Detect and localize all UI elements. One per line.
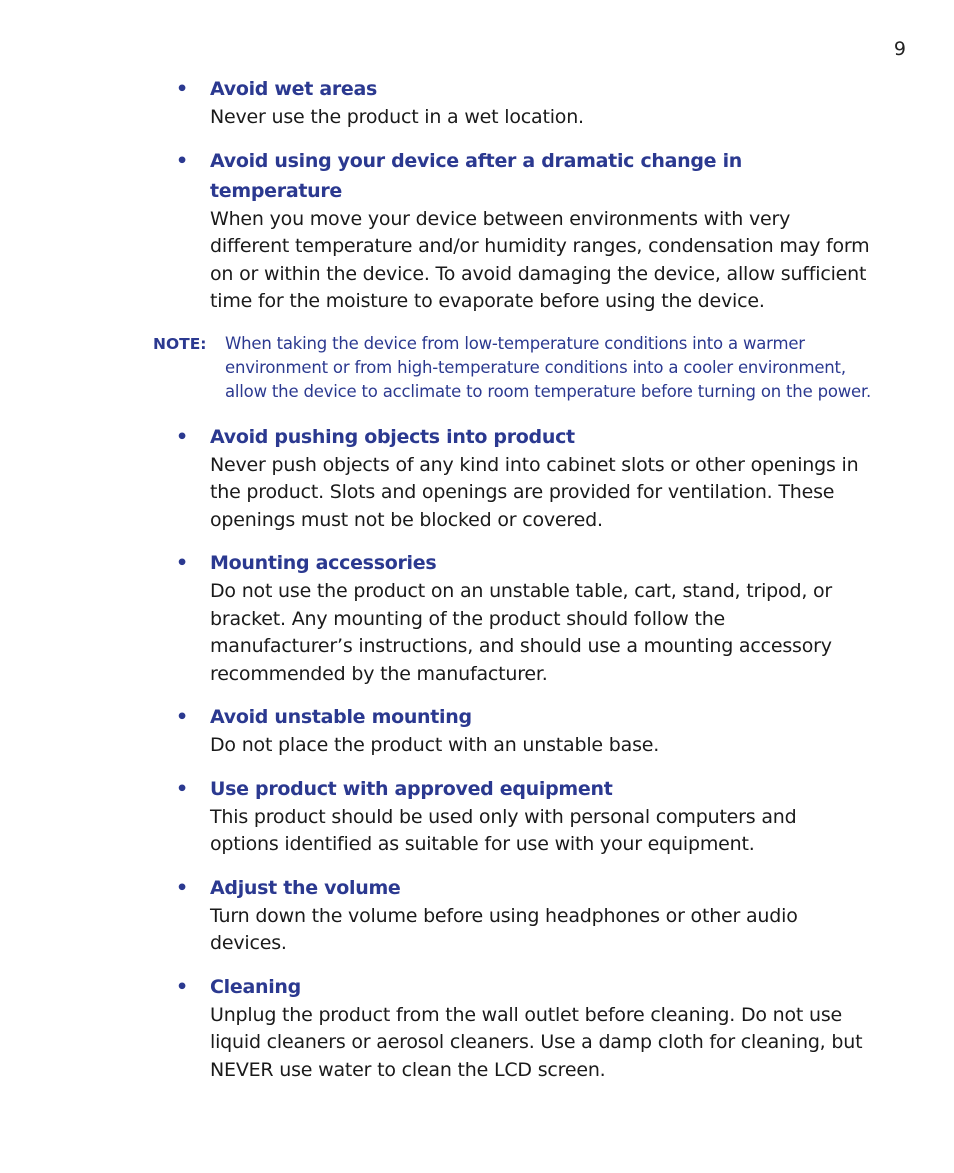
list-item <box>0 146 870 316</box>
item-heading: Avoid using your device after a dramatic change in temperature <box>210 149 743 202</box>
item-heading: Avoid wet areas <box>210 78 378 100</box>
bullet-icon: • <box>176 552 189 574</box>
note-label: NOTE: <box>153 334 207 353</box>
bullet-icon: • <box>176 425 189 448</box>
item-heading: Avoid unstable mounting <box>210 706 472 728</box>
list-item <box>0 702 870 760</box>
item-heading: Use product with approved equipment <box>210 777 613 800</box>
item-description: Never push objects of any kind into cabinet slots or other openings in the product. Slots and openings are provided for ventilation. These openings must not be blocked or covered. <box>210 453 859 531</box>
list-item <box>0 873 870 958</box>
list-item <box>0 422 870 535</box>
list-item <box>0 972 870 1085</box>
bullet-icon: • <box>176 777 189 800</box>
item-heading: Avoid pushing objects into product <box>210 425 575 448</box>
item-description: Do not use the product on an unstable table, cart, stand, tripod, or bracket. Any mounting of the product should follow the manufacturer’s instructions, and should use a mounting accessory recommended by the manufacturer. <box>210 580 833 685</box>
bullet-icon: • <box>176 149 189 172</box>
item-heading: Mounting accessories <box>210 552 437 574</box>
item-description: Never use the product in a wet location. <box>210 106 584 128</box>
item-heading: Cleaning <box>210 975 301 998</box>
safety-content <box>0 74 954 1098</box>
list-item <box>0 548 870 688</box>
note-text: When taking the device from low-temperature conditions into a warmer environment or from high-temperature conditions into a cooler environment, allow the device to acclimate to room temperature before turning on the power. <box>225 333 872 401</box>
bullet-icon: • <box>176 78 189 100</box>
list-item <box>0 774 870 859</box>
bullet-icon: • <box>176 975 189 998</box>
item-description: When you move your device between environments with very different temperature and/or humidity ranges, condensation may form on or within the device. To avoid damaging the device, allow sufficient time for the moisture to evaporate before using the device. <box>210 207 870 312</box>
list-item <box>0 74 870 132</box>
item-description: This product should be used only with personal computers and options identified as suitable for use with your equipment. <box>210 805 797 855</box>
page-number: 9 <box>893 38 906 60</box>
item-description: Unplug the product from the wall outlet before cleaning. Do not use liquid cleaners or aerosol cleaners. Use a damp cloth for cleaning, but NEVER use water to clean the LCD screen. <box>210 1003 863 1081</box>
item-description: Do not place the product with an unstable base. <box>210 734 660 756</box>
item-description: Turn down the volume before using headphones or other audio devices. <box>210 904 798 954</box>
bullet-icon: • <box>176 706 189 728</box>
item-heading: Adjust the volume <box>210 876 401 899</box>
note-block <box>0 332 875 404</box>
bullet-icon: • <box>176 876 189 899</box>
